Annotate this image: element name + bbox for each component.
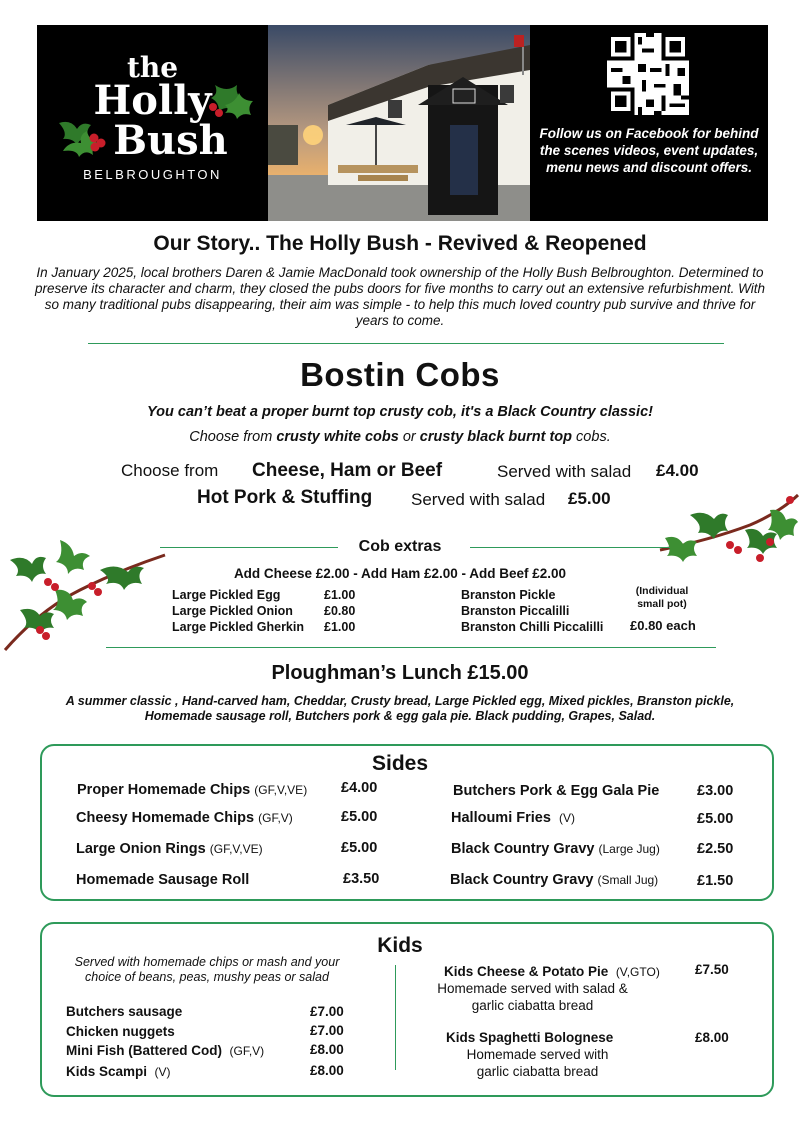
side-price: £4.00: [341, 780, 378, 796]
header-banner: [37, 25, 768, 221]
side-price: £1.50: [697, 873, 734, 889]
cob-line-prefix: Choose from: [121, 461, 219, 480]
kids-item: [444, 964, 660, 979]
choose-black: crusty black burnt top: [419, 429, 573, 445]
cob-line-1-served: Served with salad: [497, 462, 632, 481]
extra-item: Branston Pickle: [461, 588, 556, 602]
side-price: £5.00: [341, 840, 378, 856]
side-name: Black Country Gravy: [451, 841, 595, 857]
choose-or: or: [398, 429, 420, 445]
kids-tag: (V,GTO): [615, 965, 660, 979]
divider: [88, 343, 724, 344]
kids-tag: (GF,V): [229, 1044, 265, 1058]
extra-price: £0.80: [324, 604, 356, 618]
extras-add-line: Add Cheese £2.00 - Add Ham £2.00 - Add Beef £2.00: [233, 566, 567, 581]
kids-item: [66, 1024, 175, 1039]
kids-price: £7.00: [310, 1004, 344, 1019]
cob-line-1-fillings: [252, 460, 442, 482]
kids-item: [66, 1043, 264, 1058]
logo-bush: Bush: [113, 117, 228, 164]
side-name: Butchers Pork & Egg Gala Pie: [453, 783, 660, 799]
kids-name: Mini Fish (Battered Cod): [66, 1043, 222, 1058]
extra-item: Large Pickled Egg: [172, 588, 281, 602]
side-item: [450, 872, 658, 888]
facebook-promo-text: Follow us on Facebook for behind the scenes videos, event updates, menu news and discount offers.: [539, 126, 759, 175]
side-name: Homemade Sausage Roll: [76, 872, 250, 888]
side-tag: (GF,V,VE): [254, 783, 308, 797]
extra-item: Large Pickled Onion: [172, 604, 293, 618]
ploughman-title: Ploughman’s Lunch £15.00: [271, 662, 529, 684]
kids-price: £8.00: [310, 1063, 344, 1078]
side-price: £2.50: [697, 841, 734, 857]
logo-place: BELBROUGHTON: [83, 167, 222, 182]
holly-bush-logo: [37, 25, 268, 221]
choose-suffix: cobs.: [572, 429, 611, 445]
social-panel: [530, 25, 768, 221]
qr-code-icon[interactable]: [607, 33, 689, 115]
side-name: Black Country Gravy: [450, 872, 594, 888]
side-tag: (Large Jug): [598, 842, 660, 856]
cobs-intro: You can’t beat a proper burnt top crusty cob, it's a Black Country classic!: [147, 404, 653, 420]
logo-the: the: [126, 51, 179, 84]
cobs-choose-text: [0, 429, 800, 445]
side-tag: (GF,V): [258, 811, 293, 825]
kids-item: [66, 1064, 171, 1079]
extra-item: Branston Chilli Piccalilli: [461, 620, 604, 634]
story-title: Our Story.. The Holly Bush - Revived & Reopened: [153, 232, 647, 255]
extra-price: £1.00: [324, 588, 356, 602]
kids-desc: garlic ciabatta bread: [476, 1064, 599, 1079]
side-item: [76, 841, 263, 857]
extra-right-price: £0.80 each: [630, 618, 696, 633]
side-price: £3.00: [697, 783, 734, 799]
kids-item: [66, 1004, 182, 1019]
extra-item: Large Pickled Gherkin: [172, 620, 304, 634]
side-name: Large Onion Rings: [76, 841, 206, 857]
side-item: [76, 872, 249, 888]
side-item: [76, 810, 293, 826]
kids-name: Kids Scampi: [66, 1064, 148, 1079]
divider: [395, 965, 396, 1070]
kids-name: Kids Cheese & Potato Pie: [444, 964, 609, 979]
cob-line-2-served: Served with salad: [411, 490, 546, 509]
ploughman-body: A summer classic , Hand-carved ham, Cheddar, Crusty bread, Large Pickled egg, Mixed pickles, Branston pickle, Homemade sausage roll, Butchers pork & egg gala pie. Black pudding, Grapes, Salad.: [65, 694, 735, 723]
kids-price: £8.00: [310, 1042, 344, 1057]
kids-price: £7.50: [695, 962, 729, 977]
kids-desc: Homemade served with salad &: [437, 981, 628, 996]
kids-note: Served with homemade chips or mash and your choice of beans, peas, mushy peas or salad: [74, 955, 340, 984]
kids-price: £8.00: [695, 1030, 729, 1045]
side-price: £5.00: [341, 809, 378, 825]
cob-line-2-price: £5.00: [568, 489, 611, 508]
extra-item: Branston Piccalilli: [461, 604, 570, 618]
kids-desc: garlic ciabatta bread: [471, 998, 594, 1013]
side-name: Cheesy Homemade Chips: [76, 810, 255, 826]
cob-line-1-price: £4.00: [656, 461, 699, 480]
kids-item: [446, 1030, 613, 1045]
kids-tag: (V): [154, 1065, 171, 1079]
choose-prefix: Choose from: [189, 429, 277, 445]
kids-name: Kids Spaghetti Bolognese: [446, 1030, 614, 1045]
side-name: Halloumi Fries: [451, 810, 551, 826]
side-price: £3.50: [343, 871, 380, 887]
kids-name: Butchers sausage: [66, 1004, 183, 1019]
kids-title: Kids: [377, 934, 423, 957]
cob-line-2-fillings: [197, 487, 372, 509]
pub-photo: [268, 25, 530, 221]
side-item: [453, 783, 659, 799]
cobs-title: Bostin Cobs: [300, 356, 500, 393]
pot-note: (Individual: [635, 585, 689, 597]
pot-note: small pot): [637, 598, 687, 610]
side-item: [77, 782, 307, 798]
side-tag: (Small Jug): [597, 873, 659, 887]
side-price: £5.00: [697, 811, 734, 827]
kids-name: Chicken nuggets: [66, 1024, 175, 1039]
sides-title: Sides: [371, 752, 429, 775]
side-tag: (V): [558, 811, 575, 825]
divider: [106, 647, 716, 648]
cob-line-1: [121, 461, 218, 481]
kids-desc: Homemade served with: [466, 1047, 609, 1062]
side-tag: (GF,V,VE): [209, 842, 263, 856]
kids-price: £7.00: [310, 1023, 344, 1038]
cob-fillings: Cheese, Ham or Beef: [252, 460, 443, 481]
side-name: Proper Homemade Chips: [77, 782, 251, 798]
story-body: In January 2025, local brothers Daren & Jamie MacDonald took ownership of the Holly Bush Belbroughton. Determined to preserve its character and charm, they closed the pubs doors for five months to carry out an extensive refurbishment. With so many traditional pubs disappearing, their aim was simple - to help this much loved country pub survive and thrive for years to come.: [35, 265, 765, 328]
extras-title: Cob extras: [358, 538, 442, 555]
extra-price: £1.00: [324, 620, 356, 634]
side-item: [451, 841, 660, 857]
side-item: [451, 810, 575, 826]
logo-holly: Holly: [93, 77, 212, 124]
choose-white: crusty white cobs: [276, 429, 399, 445]
cob-fillings-2: Hot Pork & Stuffing: [197, 487, 373, 508]
